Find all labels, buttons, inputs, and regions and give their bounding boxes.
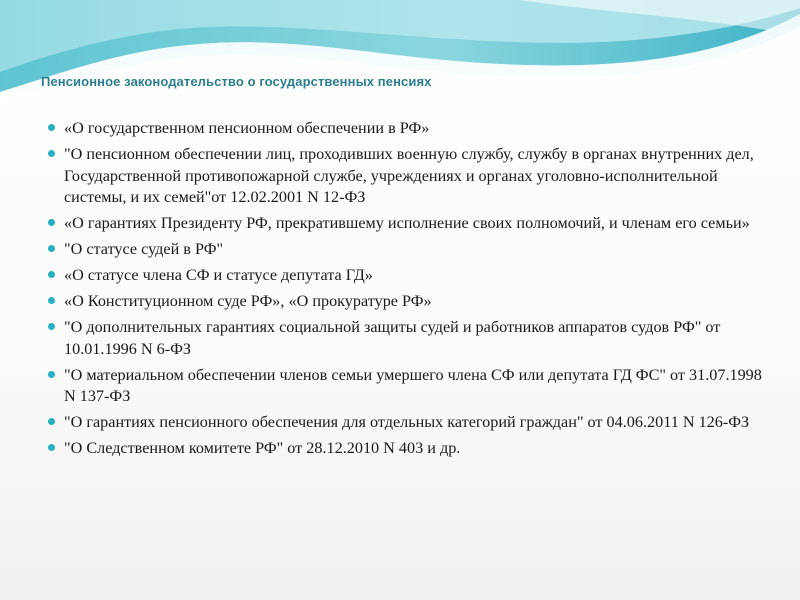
list-item-text: "О материальном обеспечении членов семьи умершего члена СФ или депутата ГД ФС" от 31.07.1998 N 137-ФЗ [64,365,762,405]
list-item-text: «О гарантиях Президенту РФ, прекратившему исполнение своих полномочий, и членам его семьи» [64,214,750,232]
list-item [48,438,763,460]
list-item-text: "О статусе судей в РФ" [64,240,224,258]
bullet-dot-icon [48,271,55,278]
list-item [48,118,763,140]
list-item [48,412,763,434]
list-item-text: «О статусе члена СФ и статусе депутата ГД» [64,266,373,284]
list-item [48,239,763,261]
bullet-dot-icon [48,418,55,425]
bullet-dot-icon [48,371,55,378]
header-wave-decoration [0,0,800,110]
list-item [48,317,763,360]
list-item-text: «О государственном пенсионном обеспечении в РФ» [64,119,430,137]
list-item-text: "О Следственном комитете РФ" от 28.12.2010 N 403 и др. [64,439,461,457]
slide-title: Пенсионное законодательство о государственных пенсиях [41,74,432,89]
bullet-dot-icon [48,219,55,226]
list-item [48,213,763,235]
bullet-dot-icon [48,150,55,157]
list-item [48,291,763,313]
bullet-dot-icon [48,323,55,330]
bullet-dot-icon [48,444,55,451]
list-item-text: "О пенсионном обеспечении лиц, проходивших военную службу, службу в органах внутренних дел, Государственной противопожарной службе, учреждениях и органах уголовно-исполнительной системы, и их семей"от 12.02.2001 N 12-ФЗ [64,145,754,206]
list-item [48,144,763,209]
bullet-dot-icon [48,245,55,252]
bullet-dot-icon [48,297,55,304]
list-item [48,365,763,408]
bullet-dot-icon [48,124,55,131]
bullet-list [48,118,763,464]
list-item-text: «О Конституционном суде РФ», «О прокуратуре РФ» [64,292,432,310]
list-item [48,265,763,287]
list-item-text: "О дополнительных гарантиях социальной защиты судей и работников аппаратов судов РФ" от 10.01.1996 N 6-ФЗ [64,318,721,358]
list-item-text: "О гарантиях пенсионного обеспечения для отдельных категорий граждан" от 04.06.2011 N 126-ФЗ [64,413,750,431]
